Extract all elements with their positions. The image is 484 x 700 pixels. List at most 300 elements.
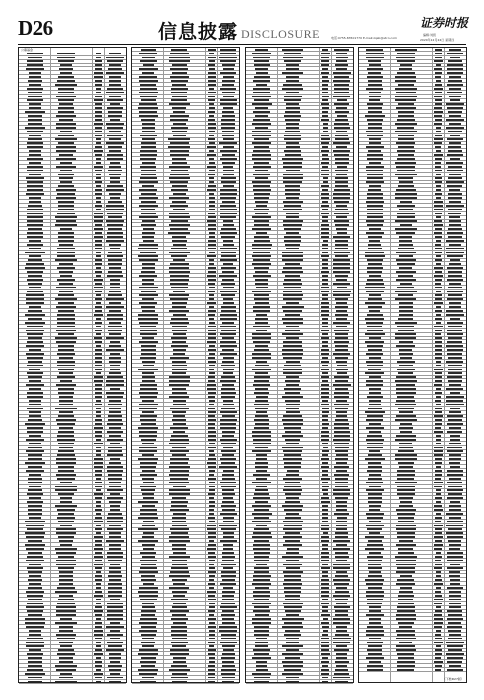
table-cell — [94, 443, 102, 445]
table-cell — [170, 478, 188, 480]
table-cell — [57, 314, 75, 316]
table-cell — [108, 447, 122, 449]
table-cell — [334, 213, 349, 215]
table-cell — [221, 408, 235, 410]
table-cell — [60, 380, 72, 382]
table-cell — [400, 423, 413, 425]
table-cell — [169, 103, 190, 105]
table-cell — [447, 489, 463, 491]
table-cell — [253, 474, 271, 476]
table-cell — [141, 306, 155, 308]
table-cell — [322, 345, 328, 347]
table-cell — [367, 224, 383, 226]
table-cell — [435, 349, 442, 351]
table-cell — [95, 232, 103, 234]
table-cell — [59, 291, 74, 293]
table-cell — [223, 287, 234, 289]
table-cell — [322, 341, 329, 343]
table-cell — [29, 150, 41, 152]
table-cell — [222, 384, 234, 386]
table-cell — [171, 345, 188, 347]
table-cell — [142, 454, 154, 456]
table-cell — [107, 255, 123, 257]
table-cell — [107, 642, 124, 644]
table-cell — [208, 544, 216, 546]
table-cell — [435, 57, 442, 59]
table-cell — [286, 127, 299, 129]
table-cell — [169, 493, 190, 495]
table-cell — [321, 560, 329, 562]
table-cell — [96, 603, 102, 605]
table-cell — [209, 369, 214, 371]
table-cell — [334, 427, 349, 429]
table-cell — [321, 119, 329, 121]
table-cell — [368, 462, 381, 464]
table-cell — [399, 244, 413, 246]
table-cell — [140, 396, 157, 398]
table-cell — [435, 564, 441, 566]
table-cell — [56, 123, 76, 125]
table-cell — [173, 209, 185, 211]
table-cell — [95, 365, 102, 367]
table-cell — [107, 236, 123, 238]
table-cell — [29, 287, 41, 289]
table-cell — [169, 177, 190, 179]
table-cell — [56, 341, 77, 343]
table-cell — [94, 634, 102, 636]
table-cell — [334, 189, 350, 191]
table-cell — [435, 411, 442, 413]
table-cell — [282, 653, 304, 655]
table-cell — [321, 536, 329, 538]
table-cell — [395, 80, 416, 82]
table-cell — [449, 123, 461, 125]
table-cell — [208, 330, 216, 332]
table-cell — [95, 509, 102, 511]
table-cell — [209, 252, 215, 254]
table-cell — [283, 544, 302, 546]
table-cell — [171, 248, 187, 250]
table-cell — [255, 201, 268, 203]
table-cell — [58, 174, 74, 176]
table-cell — [209, 177, 214, 179]
table-cell — [221, 283, 235, 285]
table-cell — [56, 419, 76, 421]
editor-line: 编辑:刘毅 — [423, 33, 437, 37]
table-cell — [221, 450, 236, 452]
table-cell — [29, 197, 41, 199]
table-cell — [171, 255, 187, 257]
table-cell — [286, 681, 299, 683]
table-cell — [109, 567, 120, 569]
table-cell — [336, 505, 348, 507]
table-cell — [335, 255, 349, 257]
table-cell — [209, 501, 215, 503]
table-cell — [57, 252, 74, 254]
table-cell — [29, 255, 42, 257]
table-cell — [335, 497, 348, 499]
table-cell — [253, 275, 271, 277]
table-cell — [222, 337, 234, 339]
table-cell — [254, 571, 268, 573]
table-cell — [171, 88, 188, 90]
table-cell — [449, 571, 460, 573]
table-cell — [321, 439, 329, 441]
table-cell — [58, 232, 74, 234]
table-cell — [26, 645, 43, 647]
table-cell — [286, 677, 299, 679]
table-cell — [254, 567, 270, 569]
table-cell — [397, 150, 415, 152]
continued-note: （下转D27版） — [442, 677, 464, 681]
table-cell — [434, 599, 443, 601]
table-cell — [96, 450, 101, 452]
table-cell — [335, 244, 348, 246]
table-cell — [109, 193, 122, 195]
table-cell — [138, 318, 158, 320]
table-cell — [59, 630, 73, 632]
table-cell — [335, 209, 349, 211]
table-cell — [252, 450, 270, 452]
table-cell — [95, 135, 103, 137]
table-cell — [322, 294, 327, 296]
table-cell — [94, 466, 103, 468]
table-cell — [29, 201, 42, 203]
table-cell — [107, 470, 123, 472]
table-cell — [110, 388, 120, 390]
table-cell — [27, 209, 43, 211]
table-cell — [446, 404, 464, 406]
table-cell — [396, 271, 416, 273]
table-cell — [252, 536, 272, 538]
table-cell — [139, 392, 159, 394]
table-cell — [27, 427, 42, 429]
table-cell — [107, 454, 123, 456]
table-cell — [334, 330, 349, 332]
table-cell — [254, 376, 270, 378]
table-cell — [110, 509, 121, 511]
table-cell — [397, 665, 416, 667]
table-cell — [95, 263, 101, 265]
table-cell — [436, 150, 442, 152]
table-cell — [398, 548, 413, 550]
table-cell — [208, 556, 216, 558]
table-cell — [368, 567, 383, 569]
table-cell — [397, 361, 416, 363]
table-cell — [208, 244, 216, 246]
table-cell — [208, 138, 215, 140]
table-cell — [56, 610, 76, 612]
table-cell — [397, 216, 415, 218]
table-cell — [447, 610, 462, 612]
table-cell — [365, 287, 385, 289]
table-cell — [207, 548, 216, 550]
table-cell — [283, 291, 302, 293]
table-cell — [209, 614, 214, 616]
table-cell — [95, 665, 101, 667]
table-cell — [254, 517, 269, 519]
table-cell — [139, 571, 158, 573]
table-cell — [28, 447, 43, 449]
table-cell — [399, 181, 413, 183]
table-cell — [27, 333, 43, 335]
table-cell — [107, 606, 122, 608]
table-cell — [172, 614, 186, 616]
table-cell — [28, 466, 42, 468]
table-cell — [434, 275, 443, 277]
table-cell — [140, 599, 157, 601]
table-cell — [284, 587, 301, 589]
table-cell — [96, 587, 101, 589]
table-cell — [435, 634, 441, 636]
table-cell — [447, 415, 463, 417]
table-cell — [220, 513, 237, 515]
table-cell — [28, 376, 43, 378]
table-cell — [256, 525, 267, 527]
table-cell — [335, 419, 347, 421]
table-cell — [223, 400, 233, 402]
table-cell — [58, 236, 74, 238]
table-cell — [169, 294, 189, 296]
table-cell — [169, 575, 191, 577]
table-cell — [173, 552, 187, 554]
table-cell — [396, 189, 417, 191]
table-cell — [337, 365, 347, 367]
table-cell — [94, 595, 103, 597]
table-cell — [56, 96, 77, 98]
table-cell — [255, 415, 268, 417]
table-cell — [333, 142, 351, 144]
table-cell — [95, 369, 102, 371]
table-cell — [396, 166, 415, 168]
table-cell — [398, 599, 413, 601]
table-cell — [209, 521, 215, 523]
table-cell — [256, 470, 267, 472]
table-cell — [59, 68, 73, 70]
table-cell — [396, 525, 417, 527]
table-cell — [369, 606, 380, 608]
table-cell — [223, 174, 234, 176]
table-cell — [56, 528, 76, 530]
table-cell — [208, 431, 216, 433]
table-cell — [221, 228, 236, 230]
table-cell — [142, 220, 155, 222]
table-cell — [106, 649, 123, 651]
table-cell — [448, 372, 462, 374]
table-cell — [284, 575, 301, 577]
table-cell — [285, 517, 301, 519]
table-cell — [436, 322, 442, 324]
table-cell — [435, 252, 442, 254]
table-cell — [96, 618, 101, 620]
table-cell — [28, 579, 42, 581]
table-cell — [369, 521, 380, 523]
table-cell — [108, 294, 123, 296]
table-cell — [369, 310, 380, 312]
table-cell — [60, 72, 73, 74]
table-cell — [284, 606, 302, 608]
table-cell — [172, 606, 187, 608]
table-cell — [283, 166, 302, 168]
table-cell — [334, 392, 350, 394]
table-cell — [435, 591, 441, 593]
table-cell — [366, 525, 384, 527]
table-cell — [95, 357, 102, 359]
table-cell — [322, 267, 329, 269]
table-cell — [400, 201, 413, 203]
table-cell — [109, 166, 120, 168]
table-cell — [321, 302, 329, 304]
table-cell — [208, 415, 215, 417]
table-cell — [399, 240, 412, 242]
table-cell — [139, 622, 157, 624]
table-cell — [95, 649, 102, 651]
table-cell — [283, 345, 302, 347]
table-cell — [448, 365, 461, 367]
table-cell — [434, 614, 442, 616]
table-cell — [254, 634, 269, 636]
table-cell — [284, 634, 301, 636]
table-cell — [208, 99, 215, 101]
table-cell — [256, 232, 268, 234]
table-cell — [222, 622, 235, 624]
table-cell — [255, 614, 269, 616]
table-cell — [141, 489, 155, 491]
table-cell — [368, 501, 382, 503]
table-cell — [95, 622, 101, 624]
table-cell — [369, 638, 382, 640]
table-cell — [254, 493, 268, 495]
table-cell — [209, 450, 214, 452]
table-cell — [369, 618, 381, 620]
table-cell — [107, 232, 123, 234]
table-cell — [397, 72, 414, 74]
table-cell — [321, 501, 330, 503]
table-cell — [336, 60, 347, 62]
table-cell — [59, 404, 74, 406]
table-cell — [252, 505, 272, 507]
table-cell — [208, 357, 215, 359]
table-cell — [223, 76, 234, 78]
table-cell — [95, 497, 103, 499]
table-cell — [450, 501, 460, 503]
table-cell — [367, 470, 382, 472]
table-cell — [434, 123, 442, 125]
table-cell — [322, 107, 329, 109]
table-cell — [436, 189, 441, 191]
table-cell — [108, 591, 122, 593]
table-cell — [96, 174, 102, 176]
table-cell — [208, 466, 216, 468]
table-cell — [170, 275, 189, 277]
table-cell — [59, 575, 73, 577]
table-cell — [333, 384, 351, 386]
table-cell — [27, 408, 43, 410]
table-cell — [285, 131, 300, 133]
table-cell — [223, 138, 234, 140]
table-cell — [254, 528, 268, 530]
table-cell — [26, 330, 44, 332]
table-cell — [95, 64, 102, 66]
table-cell — [369, 96, 381, 98]
table-cell — [110, 564, 121, 566]
table-cell — [287, 548, 299, 550]
table-cell — [321, 552, 329, 554]
table-cell — [434, 486, 442, 488]
table-cell — [322, 606, 327, 608]
table-cell — [397, 653, 414, 655]
table-cell — [335, 610, 348, 612]
table-cell — [254, 606, 269, 608]
table-cell — [208, 326, 217, 328]
table-cell — [138, 528, 158, 530]
table-cell — [172, 185, 187, 187]
table-cell — [368, 466, 383, 468]
table-cell — [434, 267, 443, 269]
table-cell — [284, 287, 301, 289]
table-cell — [109, 669, 120, 671]
table-cell — [95, 396, 103, 398]
table-cell — [286, 411, 300, 413]
table-cell — [110, 103, 121, 105]
table-cell — [109, 486, 121, 488]
table-cell — [209, 306, 214, 308]
table-cell — [59, 571, 74, 573]
table-cell — [398, 177, 413, 179]
table-cell — [208, 248, 216, 250]
table-cell — [173, 583, 185, 585]
table-cell — [450, 259, 460, 261]
table-cell — [222, 599, 234, 601]
table-cell — [109, 84, 121, 86]
table-cell — [208, 57, 216, 59]
section-subtitle: DISCLOSURE — [241, 27, 321, 41]
table-cell — [369, 388, 381, 390]
table-cell — [107, 521, 122, 523]
table-cell — [208, 361, 216, 363]
table-cell — [56, 474, 76, 476]
table-cell — [109, 525, 122, 527]
table-cell — [95, 591, 102, 593]
table-cell — [139, 259, 158, 261]
table-cell — [321, 653, 330, 655]
table-cell — [321, 458, 330, 460]
table-cell — [286, 326, 299, 328]
table-cell — [209, 661, 215, 663]
table-cell — [435, 653, 442, 655]
table-cell — [253, 532, 271, 534]
table-cell — [255, 345, 268, 347]
table-cell — [56, 462, 76, 464]
table-cell — [448, 493, 463, 495]
table-cell — [447, 330, 462, 332]
table-cell — [396, 345, 415, 347]
table-cell — [399, 447, 414, 449]
table-cell — [321, 213, 329, 215]
table-cell — [286, 146, 300, 148]
table-cell — [57, 423, 76, 425]
table-cell — [395, 419, 417, 421]
table-cell — [333, 322, 350, 324]
table-cell — [142, 310, 155, 312]
table-cell — [139, 294, 158, 296]
table-cell — [252, 96, 271, 98]
table-cell — [27, 185, 42, 187]
table-cell — [170, 150, 189, 152]
table-cell — [447, 657, 463, 659]
table-cell — [222, 677, 235, 679]
table-cell — [58, 240, 74, 242]
